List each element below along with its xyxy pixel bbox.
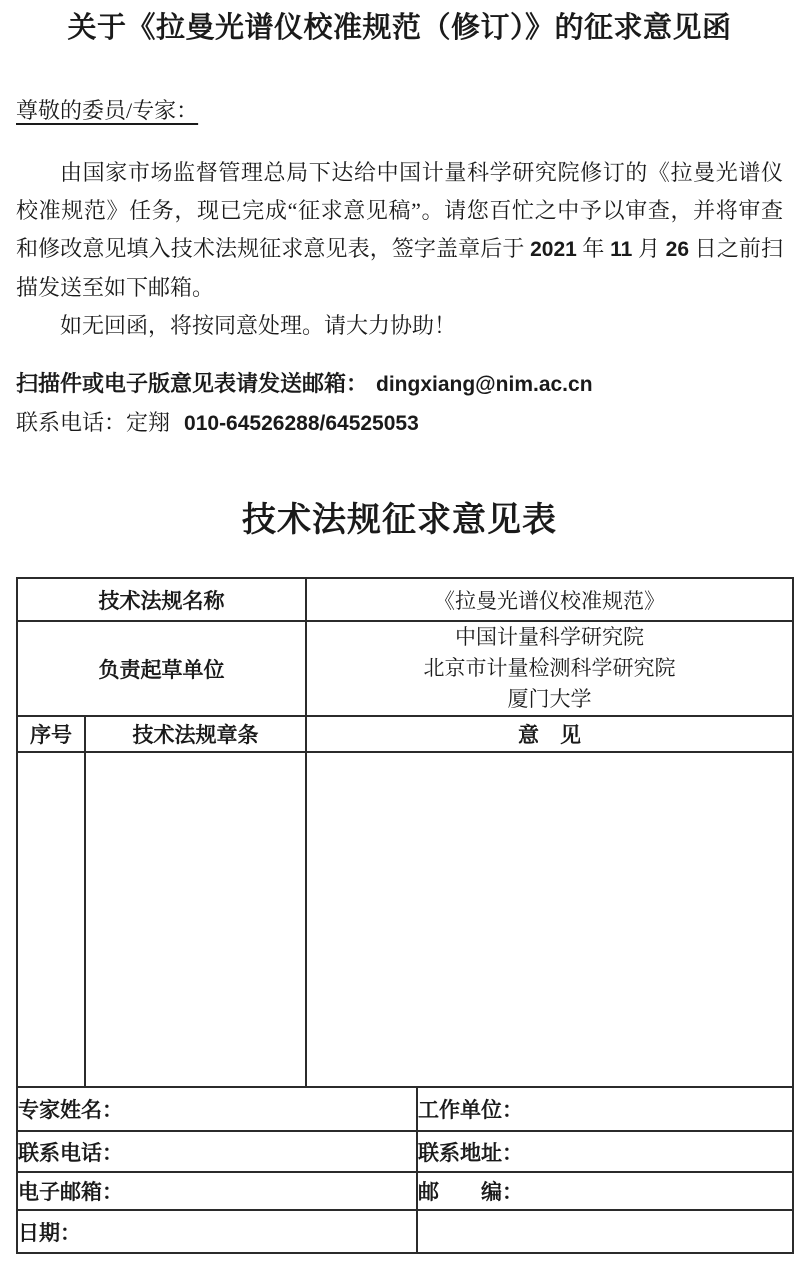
regulation-name-row: [17, 578, 793, 621]
drafting-unit-row: [17, 621, 793, 716]
phone-line: [16, 406, 783, 441]
email-address: dingxiang@nim.ac.cn: [376, 373, 593, 396]
opinion-entry-cell: [306, 752, 793, 1087]
paragraph1-text-2: 年: [576, 236, 611, 261]
phone-row: [17, 1131, 793, 1172]
drafting-unit-label: 负责起草单位: [17, 621, 306, 716]
date-empty-cell: [417, 1210, 793, 1253]
form-title: 技术法规征求意见表: [242, 502, 557, 539]
email-row: [17, 1172, 793, 1210]
drafting-unit-2: 北京市计量检测科学研究院: [423, 656, 676, 680]
work-unit-label: 工作单位：: [417, 1087, 793, 1131]
expert-name-label: 专家姓名：: [17, 1087, 417, 1131]
expert-name-row: [17, 1087, 793, 1131]
regulation-name-label: 技术法规名称: [17, 578, 306, 621]
regulation-name-value: 《拉曼光谱仪校准规范》: [306, 578, 793, 621]
letter-paragraph-1: [16, 154, 783, 307]
deadline-year: 2021: [530, 238, 577, 261]
form-phone-label: 联系电话：: [17, 1131, 417, 1172]
paragraph1-text-4: 日之前扫描发送至如下邮箱。: [16, 236, 783, 300]
phone-label: 联系电话：: [16, 410, 127, 435]
deadline-day: 26: [665, 238, 690, 261]
comment-form-table: [16, 577, 794, 1254]
drafting-unit-3: 厦门大学: [507, 687, 592, 711]
date-row: [17, 1210, 793, 1253]
address-label: 联系地址：: [417, 1131, 793, 1172]
form-email-label: 电子邮箱：: [17, 1172, 417, 1210]
paragraph1-text-1: 由国家市场监督管理总局下达给中国计量科学研究院修订的《拉曼光谱仪校准规范》任务，现已完成“征求意见稿”。请您百忙之中予以审查，并将审查和修改意见填入技术法规征求意见表，签字盖章后于: [16, 160, 783, 261]
email-line: [16, 367, 783, 402]
drafting-unit-values: [306, 621, 793, 716]
letter-paragraph-2: 如无回函，将按同意处理。请大力协助！: [60, 313, 457, 338]
email-label: 扫描件或电子版意见表请发送邮箱：: [16, 371, 369, 396]
column-header-serial: 序号: [17, 716, 85, 752]
postcode-label: 邮 编：: [417, 1172, 793, 1210]
column-header-article: 技术法规章条: [85, 716, 306, 752]
comment-entry-row: [17, 752, 793, 1087]
salutation-text: 尊敬的委员/专家：: [16, 98, 199, 123]
phone-contact-name: 定翔: [126, 410, 171, 435]
date-label: 日期：: [17, 1210, 417, 1253]
article-entry-cell: [85, 752, 306, 1087]
drafting-unit-1: 中国计量科学研究院: [455, 625, 644, 649]
serial-entry-cell: [17, 752, 85, 1087]
paragraph1-text-3: 月: [632, 236, 666, 261]
column-header-row: [17, 716, 793, 752]
salutation-line: [16, 96, 783, 126]
column-header-opinion: 意 见: [306, 716, 793, 752]
phone-numbers: 010-64526288/64525053: [184, 412, 419, 435]
letter-title: 关于《拉曼光谱仪校准规范（修订）》的征求意见函: [67, 12, 732, 44]
deadline-month: 11: [610, 238, 633, 261]
